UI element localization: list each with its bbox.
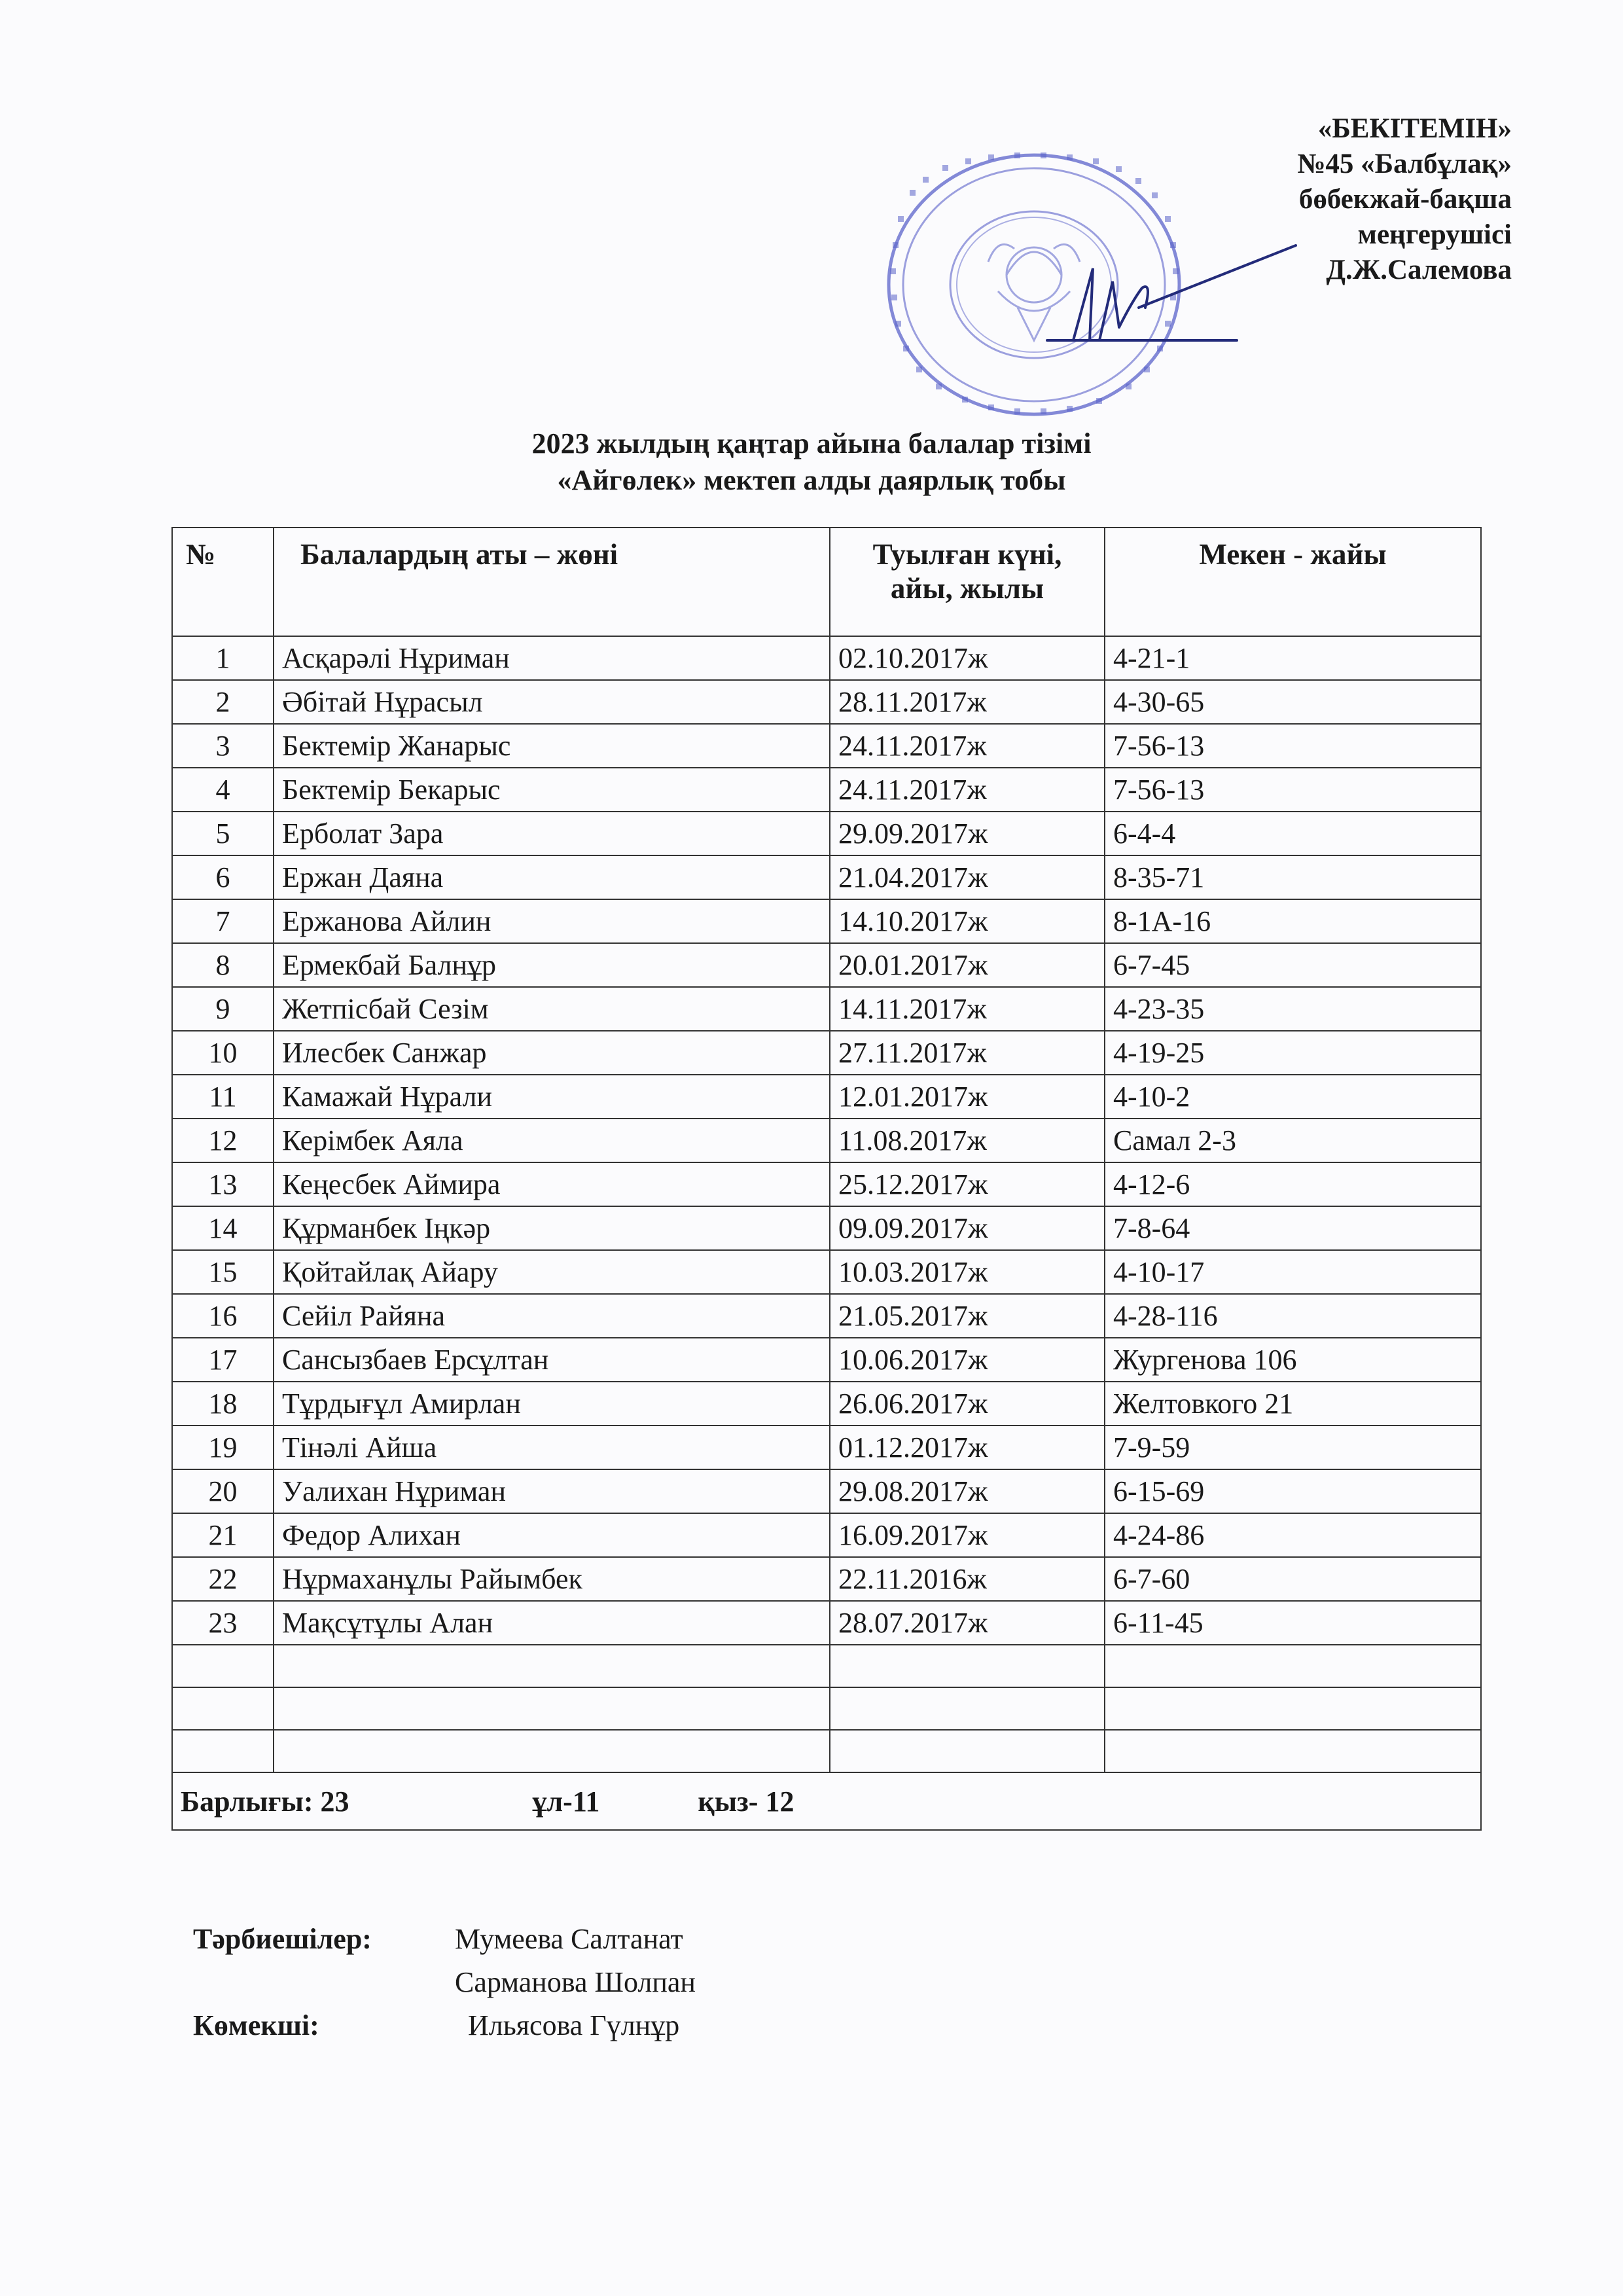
table-row [172,1119,1481,1162]
approval-institution: №45 «Балбұлақ» [1297,149,1512,179]
child-name: Илесбек Санжар [274,1031,830,1075]
header-address: Мекен - жайы [1105,528,1481,636]
table-row [172,1426,1481,1469]
approval-institution-type: бөбекжай-бақша [1298,184,1512,215]
child-name: Камажай Нұрали [274,1075,830,1119]
total-cell [172,1772,1481,1830]
address: 7-56-13 [1105,768,1481,812]
table-header-row [172,528,1481,636]
child-name: Бектемір Жанарыс [274,724,830,768]
empty-cell [274,1687,830,1730]
table-row [172,1557,1481,1601]
header-birth-date [830,528,1105,636]
children-table [171,527,1482,1831]
approval-director-name: Д.Ж.Салемова [1326,255,1512,285]
child-name: Ерболат Зара [274,812,830,855]
empty-row [172,1687,1481,1730]
child-name: Қойтайлақ Айару [274,1250,830,1294]
empty-cell [274,1730,830,1772]
table-row [172,899,1481,943]
header-number: № [172,528,274,636]
birth-date: 27.11.2017ж [830,1031,1105,1075]
child-name: Жетпісбай Сезім [274,987,830,1031]
empty-cell [172,1730,274,1772]
empty-cell [830,1730,1105,1772]
row-number: 12 [172,1119,274,1162]
empty-cell [1105,1645,1481,1687]
teachers-label: Тәрбиешілер: [193,1923,372,1955]
table-row [172,1469,1481,1513]
birth-date: 24.11.2017ж [830,768,1105,812]
address: Жургенова 106 [1105,1338,1481,1382]
director-signature [1021,242,1302,353]
row-number: 8 [172,943,274,987]
document-title [0,425,1623,499]
child-name: Ержан Даяна [274,855,830,899]
staff-block [193,1918,696,2047]
title-line-1: 2023 жылдың қаңтар айына балалар тізімі [531,427,1092,459]
assistant-label: Көмекші: [193,2009,319,2041]
child-name: Нұрмаханұлы Райымбек [274,1557,830,1601]
address: Желтовкого 21 [1105,1382,1481,1426]
address: 4-21-1 [1105,636,1481,680]
empty-cell [172,1687,274,1730]
address: 6-7-45 [1105,943,1481,987]
birth-date: 14.10.2017ж [830,899,1105,943]
birth-date: 10.06.2017ж [830,1338,1105,1382]
row-number: 17 [172,1338,274,1382]
child-name: Асқарәлі Нұриман [274,636,830,680]
birth-date: 11.08.2017ж [830,1119,1105,1162]
empty-cell [830,1645,1105,1687]
table-row [172,1031,1481,1075]
row-number: 6 [172,855,274,899]
child-name: Әбітай Нұрасыл [274,680,830,724]
child-name: Тұрдығұл Амирлан [274,1382,830,1426]
table-row [172,812,1481,855]
empty-cell [1105,1687,1481,1730]
birth-date: 21.04.2017ж [830,855,1105,899]
header-name: Балалардың аты – жөні [274,528,830,636]
birth-date: 28.11.2017ж [830,680,1105,724]
address: 6-7-60 [1105,1557,1481,1601]
address: 6-4-4 [1105,812,1481,855]
empty-row [172,1730,1481,1772]
address: 7-9-59 [1105,1426,1481,1469]
row-number: 19 [172,1426,274,1469]
address: 4-24-86 [1105,1513,1481,1557]
address: Самал 2-3 [1105,1119,1481,1162]
total-count: Барлығы: 23 [181,1785,349,1818]
empty-cell [172,1645,274,1687]
approval-block [1297,111,1512,288]
birth-date: 26.06.2017ж [830,1382,1105,1426]
table-row [172,855,1481,899]
table-row [172,1513,1481,1557]
birth-date: 20.01.2017ж [830,943,1105,987]
teacher-name: Сарманова Шолпан [455,1966,696,1998]
total-row [172,1772,1481,1830]
child-name: Тінәлі Айша [274,1426,830,1469]
header-birth-line-1: Туылған күні, [872,538,1062,571]
birth-date: 02.10.2017ж [830,636,1105,680]
birth-date: 09.09.2017ж [830,1206,1105,1250]
row-number: 3 [172,724,274,768]
row-number: 15 [172,1250,274,1294]
child-name: Кеңесбек Аймира [274,1162,830,1206]
row-number: 13 [172,1162,274,1206]
row-number: 22 [172,1557,274,1601]
table-row [172,1294,1481,1338]
row-number: 9 [172,987,274,1031]
address: 8-1А-16 [1105,899,1481,943]
table-row [172,1601,1481,1645]
empty-cell [830,1687,1105,1730]
birth-date: 29.09.2017ж [830,812,1105,855]
row-number: 11 [172,1075,274,1119]
child-name: Керімбек Аяла [274,1119,830,1162]
birth-date: 16.09.2017ж [830,1513,1105,1557]
address: 8-35-71 [1105,855,1481,899]
child-name: Сейіл Райяна [274,1294,830,1338]
table-row [172,680,1481,724]
assistant-name: Ильясова Гүлнұр [468,2009,680,2041]
table-row [172,1338,1481,1382]
child-name: Бектемір Бекарыс [274,768,830,812]
address: 6-11-45 [1105,1601,1481,1645]
table-row [172,987,1481,1031]
address: 4-19-25 [1105,1031,1481,1075]
table-row [172,943,1481,987]
row-number: 7 [172,899,274,943]
empty-cell [274,1645,830,1687]
table-row [172,1206,1481,1250]
title-line-2: «Айгөлек» мектеп алды даярлық тобы [557,464,1066,496]
birth-date: 24.11.2017ж [830,724,1105,768]
address: 4-28-116 [1105,1294,1481,1338]
birth-date: 14.11.2017ж [830,987,1105,1031]
child-name: Құрманбек Іңкәр [274,1206,830,1250]
empty-cell [1105,1730,1481,1772]
table-row [172,768,1481,812]
address: 7-8-64 [1105,1206,1481,1250]
address: 7-56-13 [1105,724,1481,768]
row-number: 2 [172,680,274,724]
teacher-name: Мумеева Салтанат [455,1923,683,1955]
table-row [172,724,1481,768]
row-number: 4 [172,768,274,812]
child-name: Ермекбай Балнұр [274,943,830,987]
table-row [172,1250,1481,1294]
birth-date: 22.11.2016ж [830,1557,1105,1601]
child-name: Ержанова Айлин [274,899,830,943]
birth-date: 28.07.2017ж [830,1601,1105,1645]
row-number: 20 [172,1469,274,1513]
address: 4-10-2 [1105,1075,1481,1119]
child-name: Сансызбаев Ерсұлтан [274,1338,830,1382]
table-row [172,636,1481,680]
birth-date: 10.03.2017ж [830,1250,1105,1294]
child-name: Федор Алихан [274,1513,830,1557]
birth-date: 25.12.2017ж [830,1162,1105,1206]
row-number: 5 [172,812,274,855]
girls-count: қыз- 12 [698,1785,794,1818]
birth-date: 01.12.2017ж [830,1426,1105,1469]
table-row [172,1382,1481,1426]
approval-position: меңгерушісі [1357,219,1512,250]
address: 4-23-35 [1105,987,1481,1031]
row-number: 10 [172,1031,274,1075]
child-name: Уалихан Нұриман [274,1469,830,1513]
row-number: 14 [172,1206,274,1250]
row-number: 16 [172,1294,274,1338]
address: 4-10-17 [1105,1250,1481,1294]
row-number: 18 [172,1382,274,1426]
empty-row [172,1645,1481,1687]
birth-date: 21.05.2017ж [830,1294,1105,1338]
child-name: Мақсұтұлы Алан [274,1601,830,1645]
address: 6-15-69 [1105,1469,1481,1513]
row-number: 1 [172,636,274,680]
table-row [172,1075,1481,1119]
table-row [172,1162,1481,1206]
address: 4-12-6 [1105,1162,1481,1206]
birth-date: 12.01.2017ж [830,1075,1105,1119]
row-number: 21 [172,1513,274,1557]
approval-heading: «БЕКІТЕМІН» [1317,113,1512,144]
header-birth-line-2: айы, жылы [890,572,1044,605]
address: 4-30-65 [1105,680,1481,724]
row-number: 23 [172,1601,274,1645]
boys-count: ұл-11 [532,1785,600,1818]
birth-date: 29.08.2017ж [830,1469,1105,1513]
